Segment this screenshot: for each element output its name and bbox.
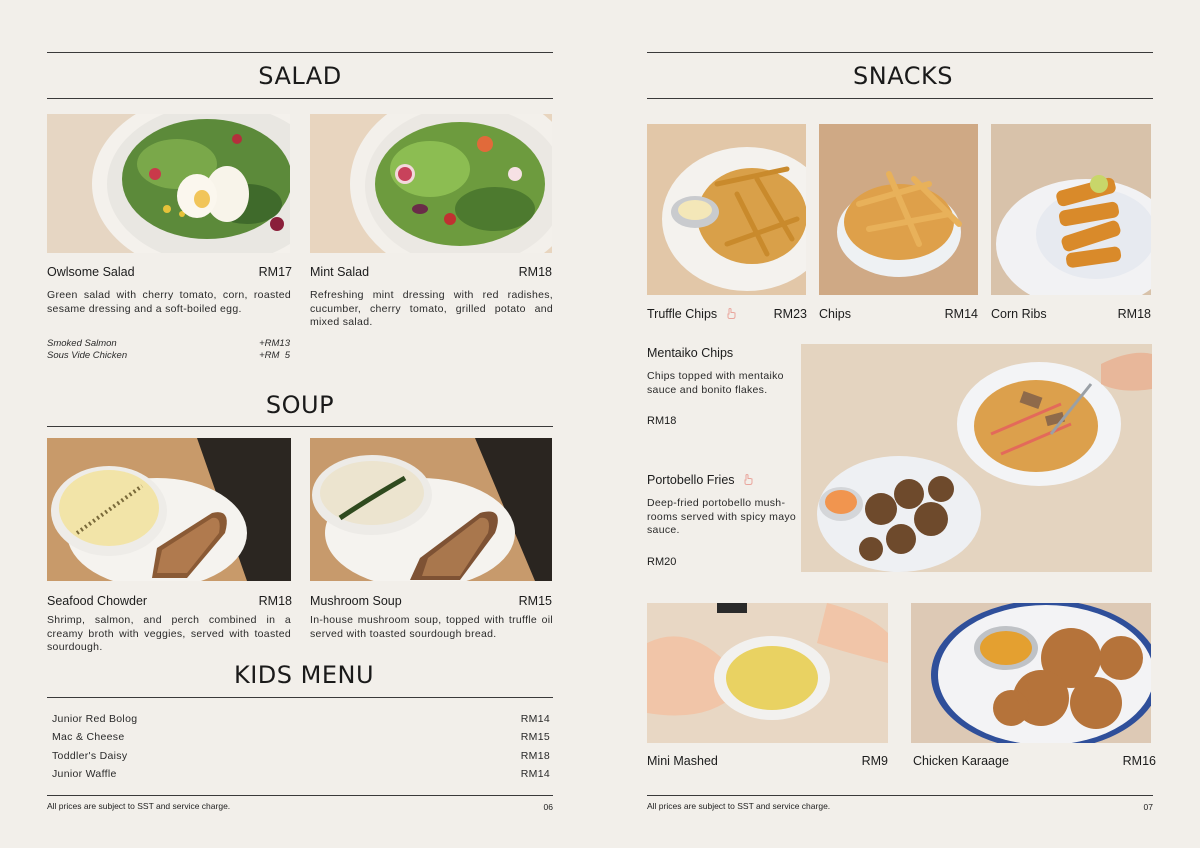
divider (47, 697, 553, 698)
footer-note: All prices are subject to SST and service charge. (47, 801, 231, 811)
addon-name: Smoked Salmon (47, 338, 117, 349)
item-price-truffle-chips: RM23 (773, 307, 807, 321)
page-number: 06 (543, 802, 553, 812)
item-name-truffle-chips (647, 307, 736, 321)
addon-price: +RM13 (259, 338, 290, 349)
hand-recommend-icon (744, 474, 753, 485)
divider (647, 98, 1153, 99)
item-name-mentaiko-chips: Mentaiko Chips (647, 346, 734, 360)
kids-item-name: Junior Red Bolog (52, 713, 138, 725)
item-price-owlsome-salad: RM17 (258, 265, 292, 279)
item-price-mint-salad: RM18 (518, 265, 552, 279)
item-price-chips: RM14 (944, 307, 978, 321)
item-description-seafood-chowder: Shrimp, salmon, and perch combined in a creamy broth with veggies, served with toasted sourdough. (47, 614, 291, 653)
divider (47, 426, 553, 427)
item-name-mushroom-soup: Mushroom Soup (310, 594, 402, 608)
item-price-chicken-karaage: RM16 (1122, 754, 1156, 768)
item-price-portobello-fries: RM20 (647, 556, 677, 568)
owlsome-salad-photo (47, 114, 290, 253)
chicken-karaage-photo (911, 603, 1151, 743)
item-name-corn-ribs: Corn Ribs (991, 307, 1047, 321)
kids-item-price: RM14 (520, 768, 550, 780)
section-title-soup: SOUP (265, 391, 335, 419)
kids-item-price: RM18 (520, 750, 550, 762)
divider (47, 98, 553, 99)
divider (647, 52, 1153, 53)
item-name-portobello-fries (647, 473, 753, 487)
item-description-mentaiko-chips: Chips topped with mentaiko sauce and bonito flakes. (647, 370, 784, 396)
chips-photo (819, 124, 978, 295)
kids-item-price: RM14 (520, 713, 550, 725)
item-name-seafood-chowder: Seafood Chowder (47, 594, 148, 608)
divider (647, 795, 1153, 796)
item-name-chicken-karaage: Chicken Karaage (913, 754, 1009, 768)
item-name-text: Portobello Fries (647, 473, 735, 487)
mint-salad-photo (310, 114, 552, 253)
item-description-owlsome-salad: Green salad with cherry tomato, corn, roasted sesame dressing and a soft-boiled egg. (47, 289, 291, 315)
truffle-chips-photo (647, 124, 806, 295)
item-price-mentaiko-chips: RM18 (647, 415, 677, 427)
item-name-mint-salad: Mint Salad (310, 265, 370, 279)
item-price-mini-mashed: RM9 (861, 754, 888, 768)
section-title-salad: SALAD (258, 62, 342, 90)
item-price-mushroom-soup: RM15 (518, 594, 552, 608)
page-number: 07 (1143, 802, 1153, 812)
kids-item-name: Toddler's Daisy (52, 750, 128, 762)
kids-item-price: RM15 (520, 731, 550, 743)
addon-name: Sous Vide Chicken (47, 350, 128, 361)
mentaiko-portobello-photo (801, 344, 1152, 572)
item-description-mushroom-soup: In-house mushroom soup, topped with truffle oil served with toasted sourdough bread. (310, 614, 553, 640)
corn-ribs-photo (991, 124, 1151, 295)
kids-item-name: Junior Waffle (52, 768, 117, 780)
seafood-chowder-photo (47, 438, 291, 581)
item-description-portobello-fries: Deep-fried portobello mush-rooms served with spicy mayo sauce. (647, 497, 797, 536)
item-name-owlsome-salad: Owlsome Salad (47, 265, 135, 279)
section-title-snacks: SNACKS (853, 62, 953, 90)
divider (47, 52, 553, 53)
mushroom-soup-photo (310, 438, 552, 581)
kids-item-name: Mac & Cheese (52, 731, 125, 743)
item-name-mini-mashed: Mini Mashed (647, 754, 718, 768)
item-description-mint-salad: Refreshing mint dressing with red radishes, cucumber, cherry tomato, grilled potato and mixed salad. (310, 289, 553, 328)
mini-mashed-photo (647, 603, 888, 743)
item-price-corn-ribs: RM18 (1117, 307, 1151, 321)
item-price-seafood-chowder: RM18 (258, 594, 292, 608)
section-title-kids-menu: KIDS MENU (233, 661, 375, 689)
footer-note: All prices are subject to SST and service charge. (647, 801, 831, 811)
item-name-chips: Chips (819, 307, 851, 321)
item-name-text: Truffle Chips (647, 307, 718, 321)
divider (47, 795, 553, 796)
addon-price: +RM 5 (259, 350, 290, 361)
